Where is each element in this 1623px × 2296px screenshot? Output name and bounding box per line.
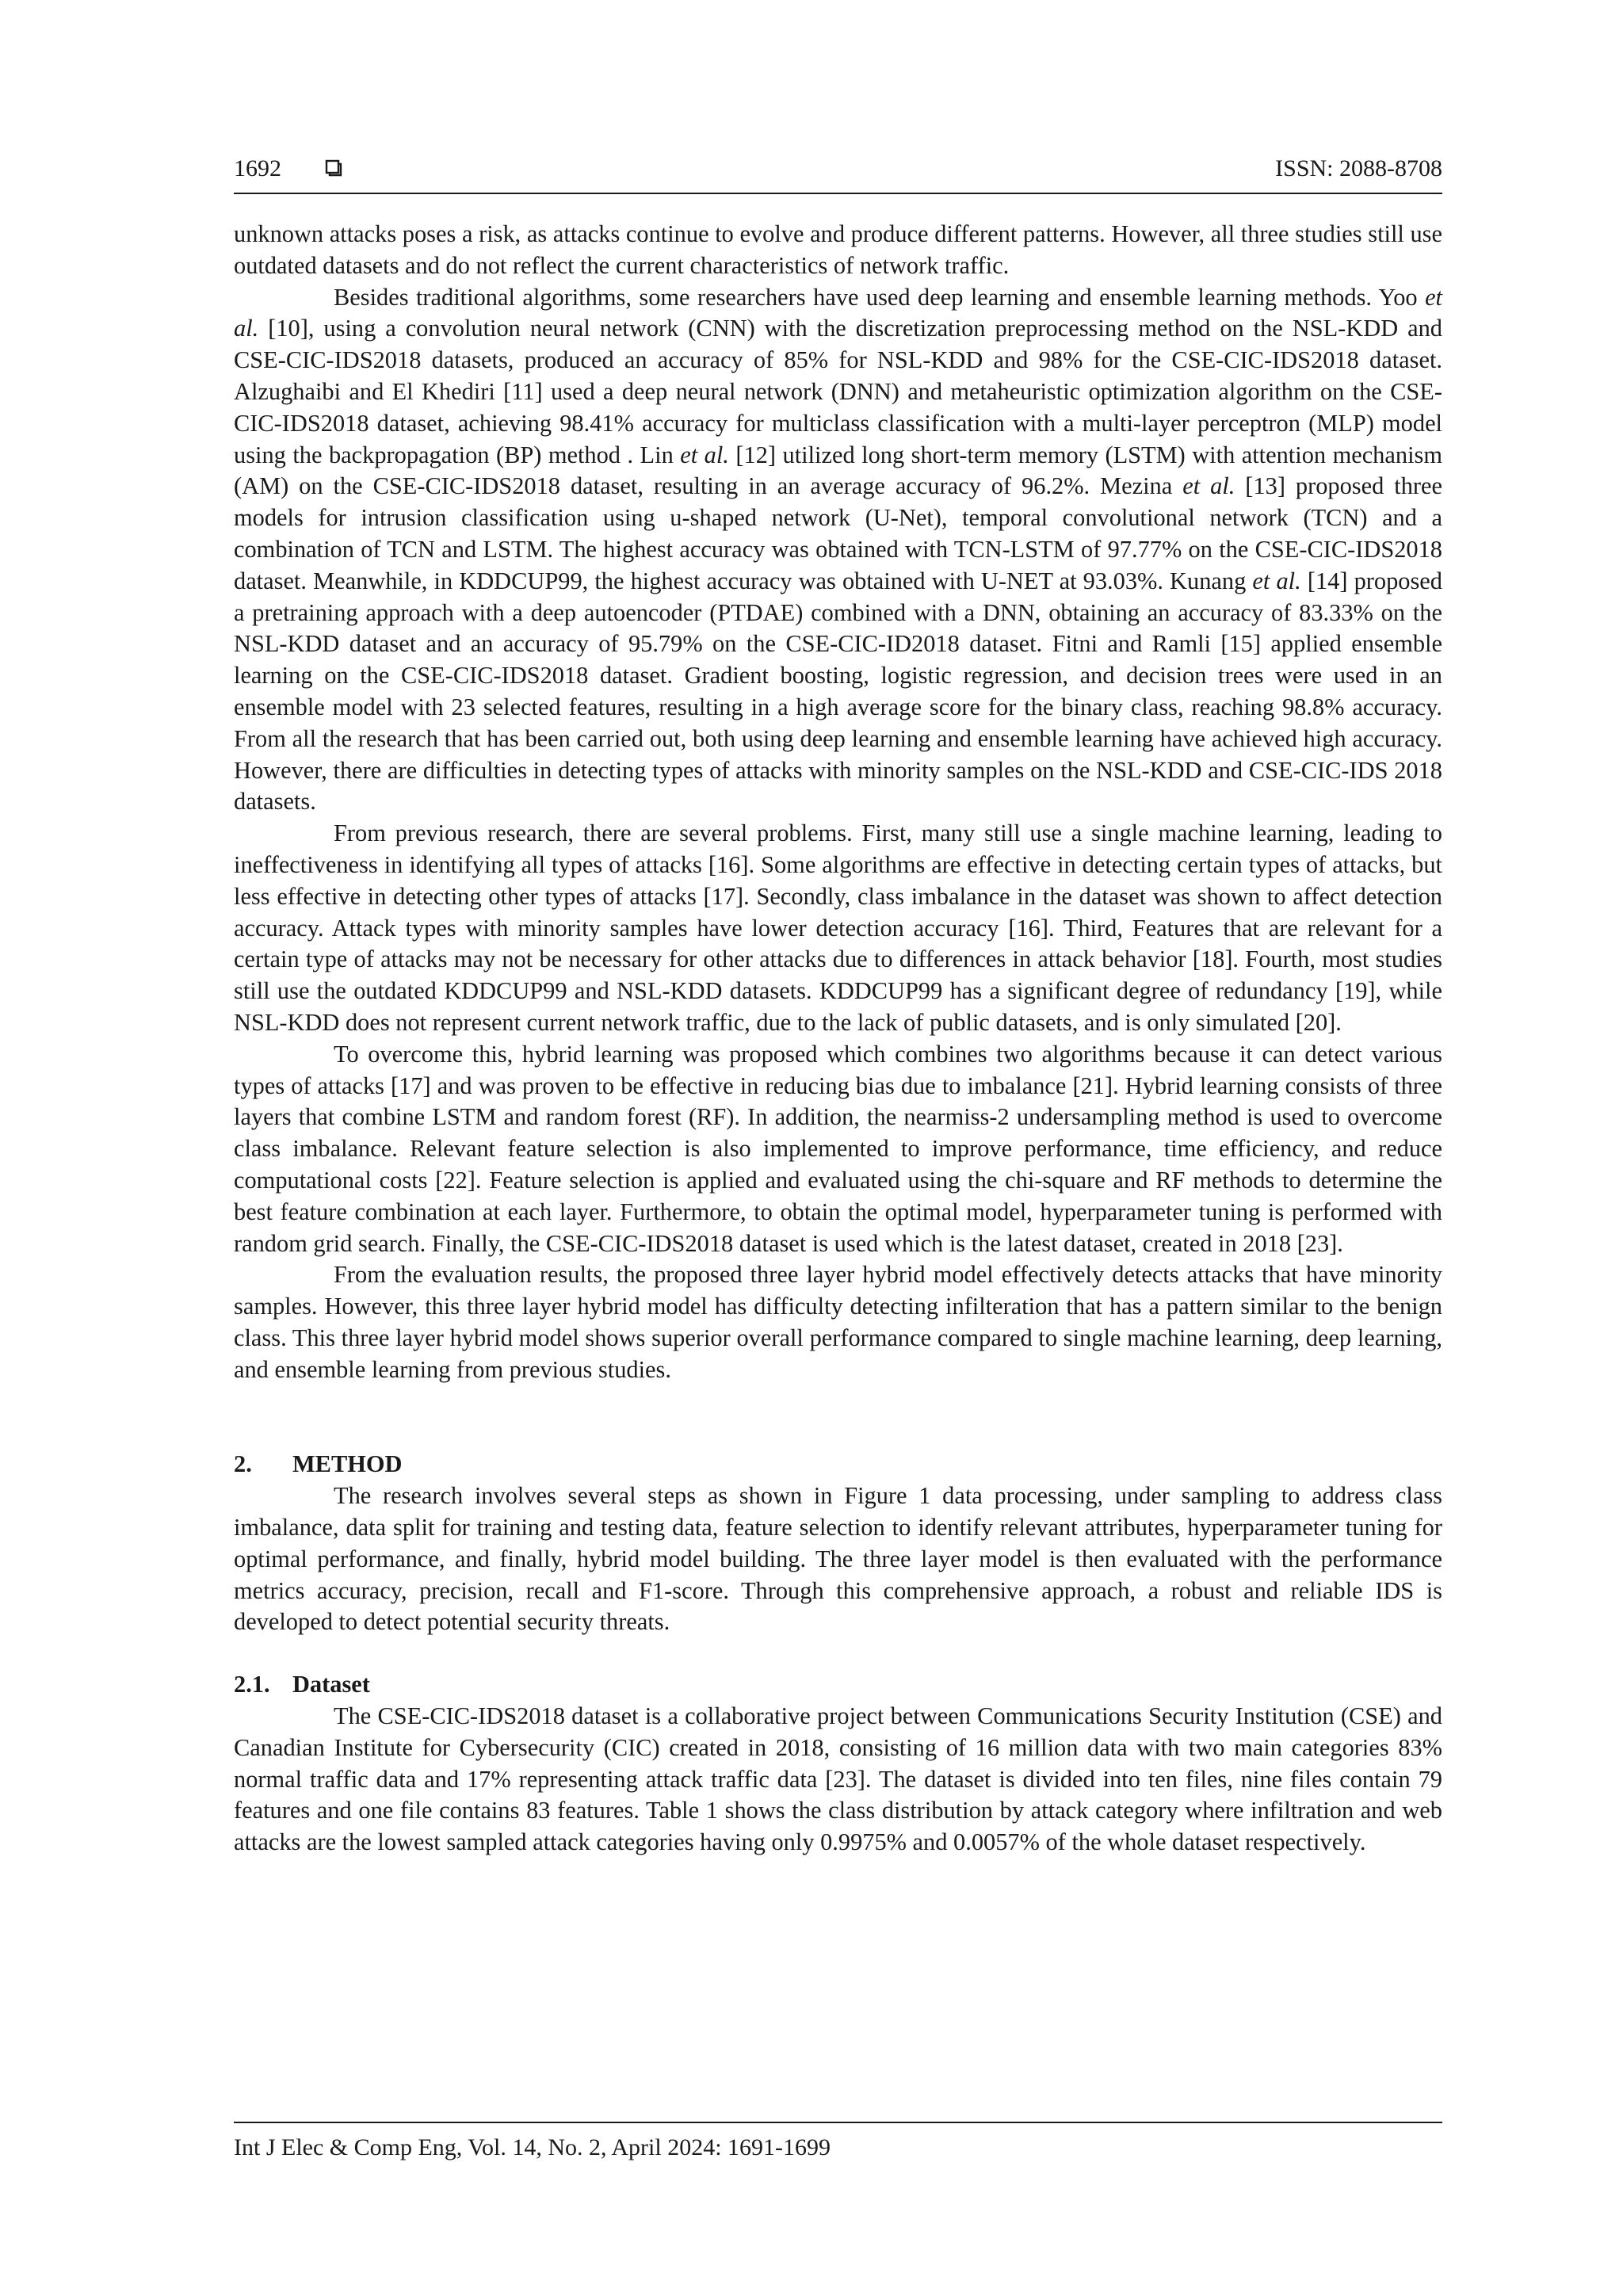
subsection-number: 2.1. xyxy=(234,1671,270,1698)
paragraph-method: The research involves several steps as shown in Figure 1 data processing, under sampling to address class imbalance, data split for training and testing data, feature selection to identify relevant attributes, hyperparameter tuning for optimal performance, and finally, hybrid model building. The three layer model is then evaluated with the performance metrics accuracy, precision, recall and F1-score. Through this comprehensive approach, a robust and reliable IDS is developed to detect potential security threats. xyxy=(234,1482,1442,1636)
paragraph-results: From the evaluation results, the proposed three layer hybrid model effectively detects attacks that have minority samples. However, this three layer hybrid model has difficulty detecting infilteration that has a pattern similar to the benign class. This three layer hybrid model shows superior overall performance compared to single machine learning, deep learning, and ensemble learning from previous studies. xyxy=(234,1261,1442,1383)
et-al-italic: et al. xyxy=(680,441,729,468)
paragraph-proposal: To overcome this, hybrid learning was proposed which combines two algorithms because it can detect various types of attacks [17] and was proven to be effective in reducing bias due to imbalance [21]. Hybrid learning consists of three layers that combine LSTM and random forest (RF). In addition, the nearmiss-2 undersampling method is used to overcome class imbalance. Relevant feature selection is also implemented to improve performance, time efficiency, and reduce computational costs [22]. Feature selection is applied and evaluated using the chi-square and RF methods to determine the best feature combination at each layer. Furthermore, to obtain the optimal model, hyperparameter tuning is performed with random grid search. Finally, the CSE-CIC-IDS2018 dataset is used which is the latest dataset, created in 2018 [23]. xyxy=(234,1040,1442,1257)
subsection-spacer xyxy=(234,1638,1442,1669)
et-al-italic: et al. xyxy=(234,283,1442,342)
et-al-italic: et al. xyxy=(1182,472,1235,500)
subsection-title: Dataset xyxy=(292,1671,370,1698)
section-number: 2. xyxy=(234,1450,252,1478)
et-al-italic: et al. xyxy=(1252,567,1301,594)
issn-label: ISSN: 2088-8708 xyxy=(1275,155,1442,181)
article-body xyxy=(234,219,1442,1859)
paragraph-related-work: Besides traditional algorithms, some researchers have used deep learning and ensemble learning methods. Yoo et al. [10], using a convolution neural network (CNN) with the discretization preprocessing method on the NSL-KDD and CSE-CIC-IDS2018 datasets, produced an accuracy of 85% for NSL-KDD and 98% for the CSE-CIC-IDS2018 dataset. Alzughaibi and El Khediri [11] used a deep neural network (DNN) and metaheuristic optimization algorithm on the CSE-CIC-IDS2018 dataset, achieving 98.41% accuracy for multiclass classification with a multi-layer perceptron (MLP) model using the backpropagation (BP) method . Lin et al. [12] utilized long short-term memory (LSTM) with attention mechanism (AM) on the CSE-CIC-IDS2018 dataset, resulting in an average accuracy of 96.2%. Mezina et al. [13] proposed three models for intrusion classification using u-shaped network (U-Net), temporal convolutional network (TCN) and a combination of TCN and LSTM. The highest accuracy was obtained with TCN-LSTM of 97.77% on the CSE-CIC-IDS2018 dataset. Meanwhile, in KDDCUP99, the highest accuracy was obtained with U-NET at 93.03%. Kunang et al. [14] proposed a pretraining approach with a deep autoencoder (PTDAE) combined with a DNN, obtaining an accuracy of 83.33% on the NSL-KDD dataset and an accuracy of 95.79% on the CSE-CIC-ID2018 dataset. Fitni and Ramli [15] applied ensemble learning on the CSE-CIC-IDS2018 dataset. Gradient boosting, logistic regression, and decision trees were used in an ensemble model with 23 selected features, resulting in a high average score for the binary class, reaching 98.8% accuracy. From all the research that has been carried out, both using deep learning and ensemble learning have achieved high accuracy. However, there are difficulties in detecting types of attacks with minority samples on the NSL-KDD and CSE-CIC-IDS 2018 datasets. xyxy=(234,283,1443,816)
paragraph-problems: From previous research, there are several problems. First, many still use a single machine learning, leading to ineffectiveness in identifying all types of attacks [16]. Some algorithms are effective in detecting certain types of attacks, but less effective in detecting other types of attacks [17]. Secondly, class imbalance in the dataset was shown to affect detection accuracy. Attack types with minority samples have lower detection accuracy [16]. Third, Features that are relevant for a certain type of attacks may not be necessary for other attacks due to differences in attack behavior [18]. Fourth, most studies still use the outdated KDDCUP99 and NSL-KDD datasets. KDDCUP99 has a significant degree of redundancy [19], while NSL-KDD does not represent current network traffic, due to the lack of public datasets, and is only simulated [20]. xyxy=(234,819,1442,1036)
header-rule xyxy=(234,193,1442,194)
page-header xyxy=(234,155,1442,195)
footer-rule xyxy=(234,2122,1442,2123)
paragraph-continued: unknown attacks poses a risk, as attacks continue to evolve and produce different patterns. However, all three studies still use outdated datasets and do not reflect the current characteristics of network traffic. xyxy=(234,220,1442,279)
page-number: 1692 xyxy=(234,155,281,181)
square-box-icon xyxy=(324,159,343,178)
section-title: METHOD xyxy=(292,1450,403,1478)
section-heading-method xyxy=(234,1449,1442,1480)
paragraph-dataset: The CSE-CIC-IDS2018 dataset is a collaborative project between Communications Security Institution (CSE) and Canadian Institute for Cybersecurity (CIC) created in 2018, consisting of 16 million data with two main categories 83% normal traffic data and 17% representing attack traffic data [23]. The dataset is divided into ten files, nine files contain 79 features and one file contains 83 features. Table 1 shows the class distribution by attack category where infiltration and web attacks are the lowest sampled attack categories having only 0.9975% and 0.0057% of the whole dataset respectively. xyxy=(234,1702,1442,1856)
page-footer: Int J Elec & Comp Eng, Vol. 14, No. 2, April 2024: 1691-1699 xyxy=(234,2134,831,2160)
subsection-heading-dataset xyxy=(234,1669,1442,1701)
section-spacer xyxy=(234,1385,1442,1449)
